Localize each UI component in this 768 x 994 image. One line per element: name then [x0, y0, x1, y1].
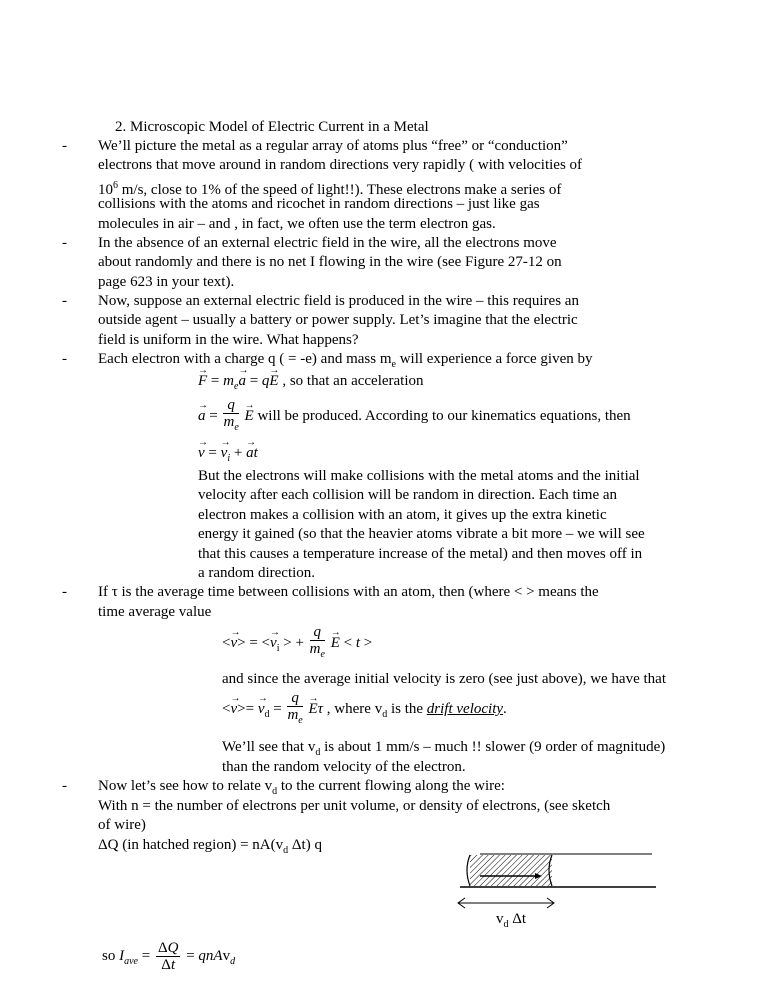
equation-force: → $F = m_e\to a = q\to E$ , so that an acceleration [198, 372, 424, 397]
text-line: But the electrons will make collisions with the metal atoms and the initial [198, 468, 640, 484]
bullet-dash: - [62, 235, 67, 251]
equation-kinematics: → v = → $v_i$ + → at [198, 444, 258, 469]
text-line: molecules in air – and , in fact, we often use the term electron gas. [98, 216, 496, 232]
bullet-dash: - [62, 584, 67, 600]
text-line: Now let’s see how to relate $v_d$ to the current flowing along the wire: [98, 778, 505, 797]
equation-current: so $I_{ave}$ = $\frac{\Delta Q}{\Delta t}$ = qnAv$_d$ [102, 940, 236, 973]
equation-average-velocity: <→ v> = <→ $v_i$ > + $\frac{q}{m_e}$ → E < t > [222, 624, 372, 663]
text-line: We’ll picture the metal as a regular array of atoms plus “free” or “conduction” [98, 138, 568, 154]
text-line: ΔQ (in hatched region) = $nA(v_d$ Δt) q [98, 837, 322, 856]
text-line: time average value [98, 604, 212, 620]
text-line: We’ll see that $v_d$ is about 1 mm/s – much !! slower (9 order of magnitude) [222, 739, 666, 758]
text-line: of wire) [98, 817, 146, 833]
text-line: In the absence of an external electric field in the wire, all the electrons move [98, 235, 557, 251]
text-line: a random direction. [198, 565, 316, 581]
double-arrow [455, 897, 565, 909]
text-line: Each electron with a charge q ( = -e) and mass $m_e$ will experience a force given by [98, 351, 593, 370]
text-line: about randomly and there is no net I flowing in the wire (see Figure 27-12 on [98, 254, 562, 270]
text-line: electrons that move around in random directions very rapidly ( with velocities of [98, 157, 583, 173]
text-line: velocity after each collision will be random in direction. Each time an [198, 487, 618, 503]
text-line: than the random velocity of the electron. [222, 759, 466, 775]
text-line: page 623 in your text). [98, 274, 235, 290]
section-heading: 2. Microscopic Model of Electric Current in a Metal [115, 119, 429, 135]
sketch-label: $v_d$ Δt [496, 911, 527, 930]
bullet-dash: - [62, 351, 67, 367]
text-line: collisions with the atoms and ricochet in random directions – just like gas [98, 196, 540, 212]
equation-drift-velocity: <→ $v>= \to v_d$ = $\frac{q}{m_e}$ → Eτ , where $v_d$ is the drift velocity. [222, 690, 507, 729]
text-line: energy it gained (so that the heavier atoms vibrate a bit more – we will see [198, 526, 645, 542]
text-line: With n = the number of electrons per unit volume, or density of electrons, (see sketch [98, 798, 611, 814]
text-line: outside agent – usually a battery or power supply. Let’s imagine that the electric [98, 312, 578, 328]
equation-acceleration: → a = $\frac{q}{m_e}$ → E will be produced. According to our kinematics equations, then [198, 397, 631, 436]
text-line: electron makes a collision with an atom, it gives up the extra kinetic [198, 507, 607, 523]
drift-velocity-term: drift velocity [426, 700, 504, 717]
text-line: and since the average initial velocity is zero (see just above), we have that [222, 671, 666, 687]
hatched-region [470, 855, 552, 886]
bullet-dash: - [62, 293, 67, 309]
text-line: field is uniform in the wire. What happens? [98, 332, 359, 348]
bullet-dash: - [62, 138, 67, 154]
wire-sketch [452, 840, 664, 900]
text-line: $10^6$ m/s, close to 1% of the speed of light!!). These electrons make a series of [98, 180, 562, 198]
text-line: If τ is the average time between collisions with an atom, then (where < > means the [98, 584, 599, 600]
text-line: that this causes a temperature increase of the metal) and then moves off in [198, 546, 643, 562]
text-line: Now, suppose an external electric field is produced in the wire – this requires an [98, 293, 579, 309]
bullet-dash: - [62, 778, 67, 794]
